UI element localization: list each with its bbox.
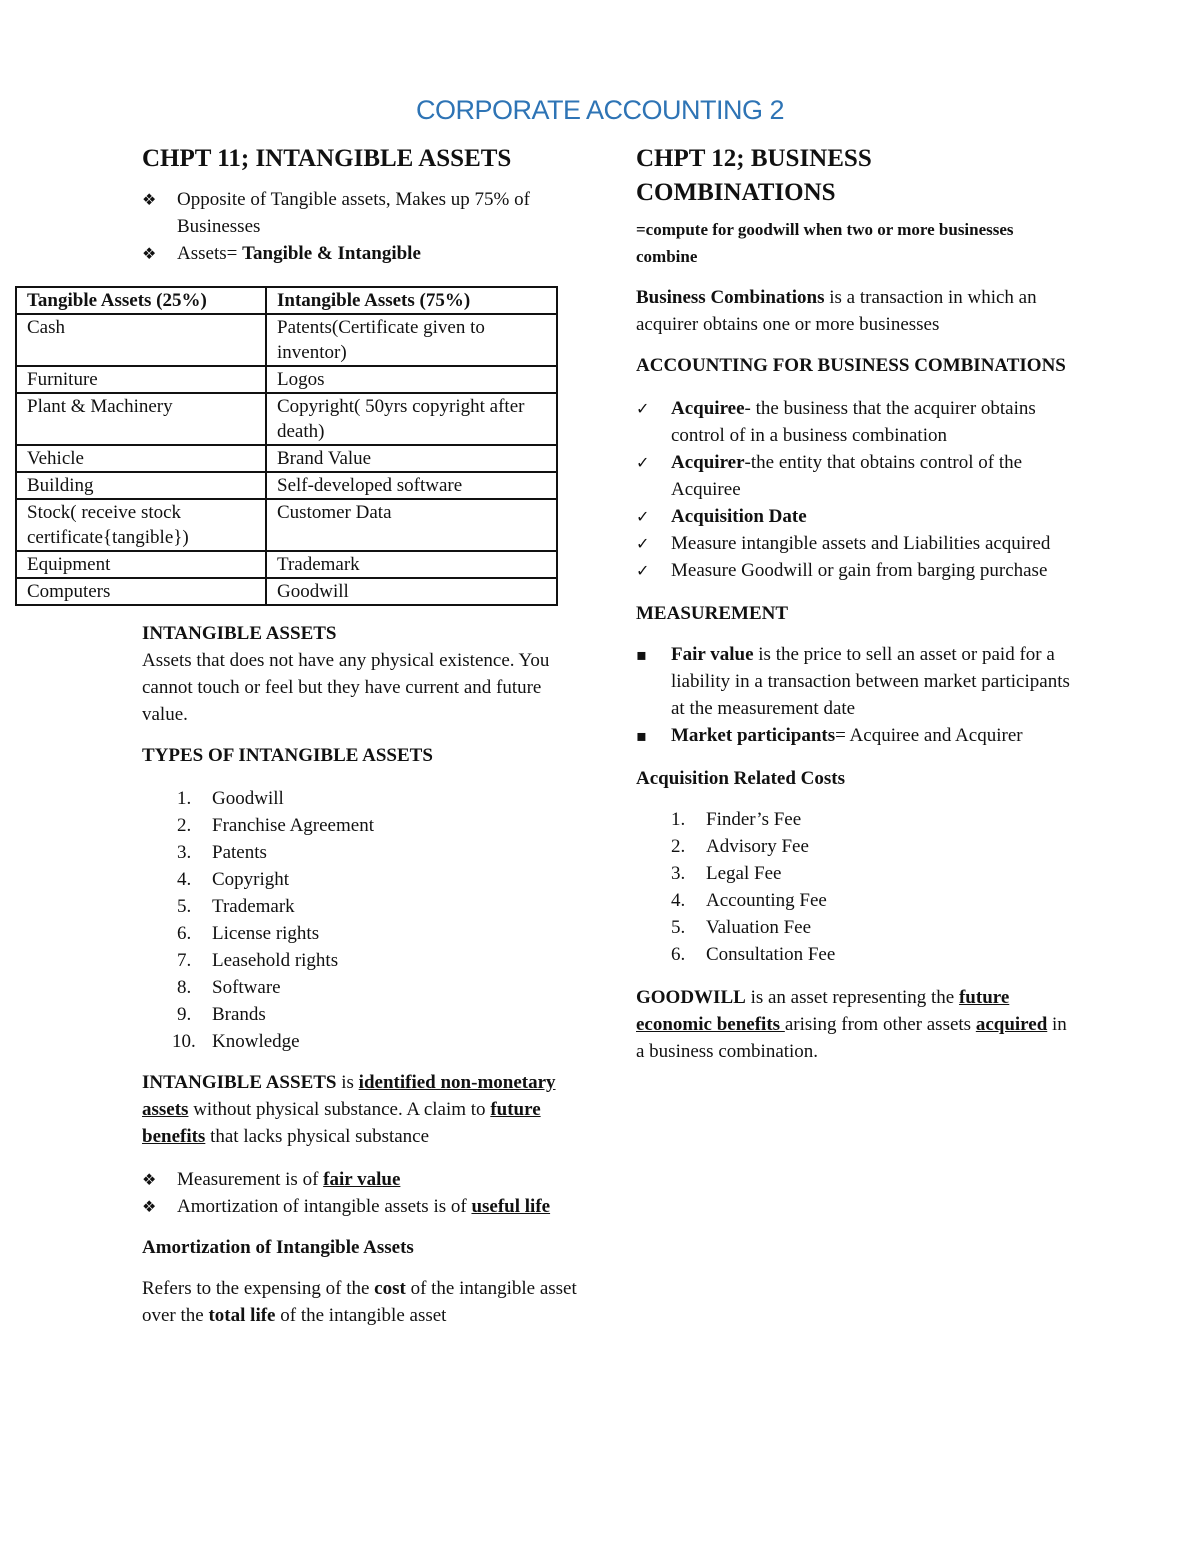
goodwill-definition: GOODWILL is an asset representing the future economic benefits arising from other assets acquired in a business combination. [636,987,1067,1062]
check-icon: ✓ [636,507,650,526]
column-header: Intangible Assets (75%) [266,287,557,314]
table-cell: Plant & Machinery [16,393,266,445]
table-row [16,578,557,605]
list-item: 5. Valuation Fee [671,917,812,938]
list-item: 1. Finder’s Fee [671,809,802,830]
list-item: ❖ Measurement is of fair value [142,1166,582,1193]
table-row [16,551,557,578]
table-cell: Trademark [266,551,557,578]
table-cell: Brand Value [266,445,557,472]
list-item: ❖ Amortization of intangible assets is of useful life [142,1193,582,1220]
chapter-12-heading: CHPT 12; BUSINESS COMBINATIONS [636,145,872,206]
check-icon: ✓ [636,534,650,553]
list-item: ✓ Acquiree- the business that the acquirer obtains control of in a business combination [636,395,1076,449]
list-item: 2. Advisory Fee [671,836,809,857]
types-list [142,785,582,1055]
square-bullet-icon: ▪ [636,726,647,745]
table-row [16,366,557,393]
intangible-assets-text: Assets that does not have any physical existence. You cannot touch or feel but they have current and future value. [142,650,550,725]
table-row [16,393,557,445]
list-item: 5. Trademark [177,896,295,917]
check-icon: ✓ [636,453,650,472]
check-icon: ✓ [636,399,650,418]
list-item: ▪ Market participants= Acquiree and Acquirer [636,722,1076,749]
intangible-assets-definition: INTANGIBLE ASSETS is identified non-monetary assets without physical substance. A claim to future benefits that lacks physical substance [142,1072,556,1147]
table-cell: Customer Data [266,499,557,551]
list-item: 3. Patents [177,842,267,863]
check-icon: ✓ [636,561,650,580]
diamond-bullet-icon: ❖ [142,1170,157,1189]
square-bullet-icon: ▪ [636,645,647,664]
left-column-lower [142,620,582,1329]
measurement-heading: MEASUREMENT [636,603,789,624]
list-item: ❖ Opposite of Tangible assets, Makes up 75% of Businesses [142,186,582,240]
intro-bullets [142,186,582,267]
list-item: ✓ Measure intangible assets and Liabilities acquired [636,530,1076,557]
table-cell: Cash [16,314,266,366]
table-row [16,445,557,472]
acquisition-costs-list [636,806,1076,968]
list-item: 4. Copyright [177,869,290,890]
list-item: 7. Leasehold rights [177,950,339,971]
list-item: ✓ Acquirer-the entity that obtains control of the Acquiree [636,449,1076,503]
measurement-list [636,641,1076,749]
table-row [16,472,557,499]
table-cell: Copyright( 50yrs copyright after death) [266,393,557,445]
list-item: ❖ Assets= Tangible & Intangible [142,240,582,267]
list-item: ▪ Fair value is the price to sell an asset or paid for a liability in a transaction between market participants at the measurement date [636,641,1076,722]
table-cell: Logos [266,366,557,393]
table-cell: Vehicle [16,445,266,472]
chapter-12-subtitle: =compute for goodwill when two or more businesses combine [636,220,1014,266]
assets-table [15,286,558,606]
measurement-bullets [142,1166,582,1220]
table-cell: Patents(Certificate given to inventor) [266,314,557,366]
right-column [636,142,1076,1065]
amortization-text: Refers to the expensing of the cost of the intangible asset over the total life of the intangible asset [142,1278,577,1326]
list-item: ✓ Acquisition Date [636,503,1076,530]
diamond-bullet-icon: ❖ [142,1197,157,1216]
table-cell: Building [16,472,266,499]
left-column [142,142,582,267]
diamond-bullet-icon: ❖ [142,244,157,263]
table-row [16,499,557,551]
table-cell: Stock( receive stock certificate{tangible}) [16,499,266,551]
accounting-checklist [636,395,1076,584]
table-cell: Self-developed software [266,472,557,499]
accounting-heading: ACCOUNTING FOR BUSINESS COMBINATIONS [636,355,1066,376]
list-item: 1. Goodwill [177,788,284,809]
acquisition-costs-heading: Acquisition Related Costs [636,768,846,789]
business-combinations-definition: Business Combinations is a transaction in which an acquirer obtains one or more businesses [636,287,1037,335]
list-item: 4. Accounting Fee [671,890,827,911]
list-item: 8. Software [177,977,281,998]
amortization-heading: Amortization of Intangible Assets [142,1237,414,1258]
list-item: 6. Consultation Fee [671,944,836,965]
table-row [16,314,557,366]
list-item: 9. Brands [177,1004,266,1025]
list-item: 10. Knowledge [172,1031,300,1052]
diamond-bullet-icon: ❖ [142,190,157,209]
list-item: ✓ Measure Goodwill or gain from barging purchase [636,557,1076,584]
list-item: 2. Franchise Agreement [177,815,374,836]
list-item: 6. License rights [177,923,320,944]
table-cell: Furniture [16,366,266,393]
chapter-11-heading: CHPT 11; INTANGIBLE ASSETS [142,145,512,172]
table-cell: Goodwill [266,578,557,605]
table-cell: Computers [16,578,266,605]
table-cell: Equipment [16,551,266,578]
table-header-row [16,287,557,314]
intangible-assets-heading: INTANGIBLE ASSETS [142,623,337,644]
list-item: 3. Legal Fee [671,863,782,884]
column-header: Tangible Assets (25%) [16,287,266,314]
page-title: CORPORATE ACCOUNTING 2 [415,95,785,125]
types-heading: TYPES OF INTANGIBLE ASSETS [142,745,433,766]
